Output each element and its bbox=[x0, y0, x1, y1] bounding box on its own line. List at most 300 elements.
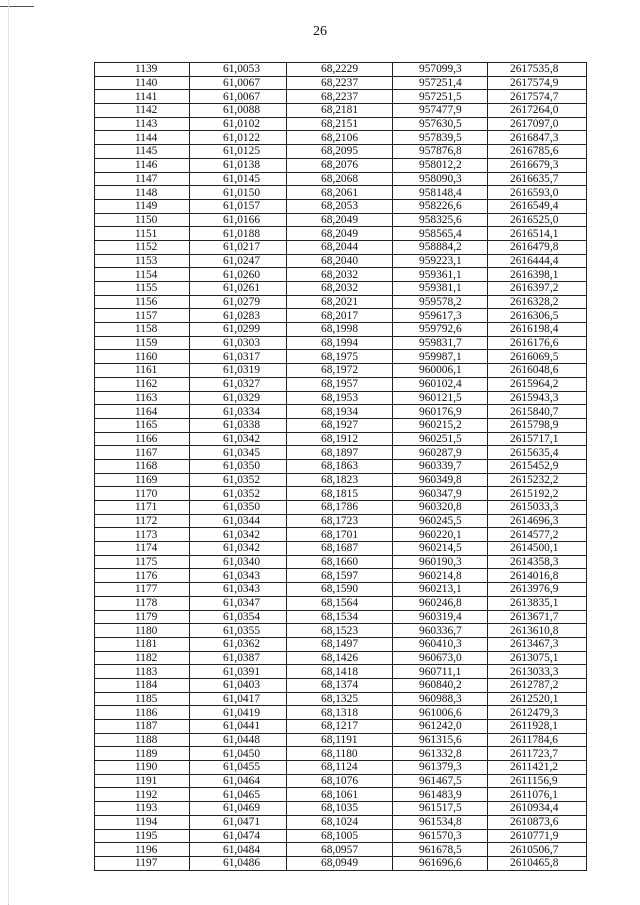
y-coordinate-cell: 2613976,9 bbox=[488, 583, 587, 597]
y-coordinate-cell: 2613075,1 bbox=[488, 651, 587, 665]
longitude-cell: 68,1191 bbox=[287, 733, 393, 747]
x-coordinate-cell: 960251,5 bbox=[393, 432, 488, 446]
x-coordinate-cell: 961570,3 bbox=[393, 829, 488, 843]
longitude-cell: 68,1418 bbox=[287, 665, 393, 679]
longitude-cell: 68,1124 bbox=[287, 761, 393, 775]
x-coordinate-cell: 960190,3 bbox=[393, 555, 488, 569]
point-number-cell: 1159 bbox=[95, 336, 190, 350]
y-coordinate-cell: 2610506,7 bbox=[488, 843, 587, 857]
y-coordinate-cell: 2612787,2 bbox=[488, 678, 587, 692]
longitude-cell: 68,1912 bbox=[287, 432, 393, 446]
point-number-cell: 1153 bbox=[95, 254, 190, 268]
y-coordinate-cell: 2615033,3 bbox=[488, 501, 587, 515]
coordinates-table-body bbox=[95, 63, 587, 871]
latitude-cell: 61,0334 bbox=[190, 405, 287, 419]
longitude-cell: 68,1318 bbox=[287, 706, 393, 720]
latitude-cell: 61,0350 bbox=[190, 501, 287, 515]
y-coordinate-cell: 2614358,3 bbox=[488, 555, 587, 569]
table-row bbox=[95, 692, 587, 706]
longitude-cell: 68,1701 bbox=[287, 528, 393, 542]
x-coordinate-cell: 961467,5 bbox=[393, 774, 488, 788]
latitude-cell: 61,0122 bbox=[190, 131, 287, 145]
coordinates-table bbox=[94, 62, 587, 871]
latitude-cell: 61,0391 bbox=[190, 665, 287, 679]
y-coordinate-cell: 2616785,6 bbox=[488, 145, 587, 159]
x-coordinate-cell: 961678,5 bbox=[393, 843, 488, 857]
point-number-cell: 1176 bbox=[95, 569, 190, 583]
x-coordinate-cell: 960121,5 bbox=[393, 391, 488, 405]
latitude-cell: 61,0464 bbox=[190, 774, 287, 788]
longitude-cell: 68,2095 bbox=[287, 145, 393, 159]
latitude-cell: 61,0319 bbox=[190, 364, 287, 378]
point-number-cell: 1155 bbox=[95, 282, 190, 296]
y-coordinate-cell: 2616397,2 bbox=[488, 282, 587, 296]
longitude-cell: 68,0957 bbox=[287, 843, 393, 857]
latitude-cell: 61,0484 bbox=[190, 843, 287, 857]
table-row bbox=[95, 583, 587, 597]
table-row bbox=[95, 514, 587, 528]
x-coordinate-cell: 960673,0 bbox=[393, 651, 488, 665]
longitude-cell: 68,1035 bbox=[287, 802, 393, 816]
point-number-cell: 1147 bbox=[95, 172, 190, 186]
y-coordinate-cell: 2613467,3 bbox=[488, 637, 587, 651]
table-row bbox=[95, 720, 587, 734]
longitude-cell: 68,1325 bbox=[287, 692, 393, 706]
x-coordinate-cell: 961332,8 bbox=[393, 747, 488, 761]
y-coordinate-cell: 2616069,5 bbox=[488, 350, 587, 364]
table-row bbox=[95, 528, 587, 542]
point-number-cell: 1194 bbox=[95, 815, 190, 829]
table-row bbox=[95, 323, 587, 337]
point-number-cell: 1140 bbox=[95, 76, 190, 90]
table-row bbox=[95, 459, 587, 473]
x-coordinate-cell: 960220,1 bbox=[393, 528, 488, 542]
longitude-cell: 68,2032 bbox=[287, 282, 393, 296]
point-number-cell: 1195 bbox=[95, 829, 190, 843]
latitude-cell: 61,0247 bbox=[190, 254, 287, 268]
table-row bbox=[95, 473, 587, 487]
latitude-cell: 61,0217 bbox=[190, 240, 287, 254]
y-coordinate-cell: 2616679,3 bbox=[488, 158, 587, 172]
table-row bbox=[95, 761, 587, 775]
y-coordinate-cell: 2613671,7 bbox=[488, 610, 587, 624]
x-coordinate-cell: 958226,6 bbox=[393, 199, 488, 213]
table-row bbox=[95, 542, 587, 556]
x-coordinate-cell: 957839,5 bbox=[393, 131, 488, 145]
point-number-cell: 1145 bbox=[95, 145, 190, 159]
y-coordinate-cell: 2613610,8 bbox=[488, 624, 587, 638]
point-number-cell: 1160 bbox=[95, 350, 190, 364]
y-coordinate-cell: 2616479,8 bbox=[488, 240, 587, 254]
y-coordinate-cell: 2617097,0 bbox=[488, 117, 587, 131]
longitude-cell: 68,1927 bbox=[287, 418, 393, 432]
latitude-cell: 61,0283 bbox=[190, 309, 287, 323]
x-coordinate-cell: 957630,5 bbox=[393, 117, 488, 131]
table-row bbox=[95, 446, 587, 460]
x-coordinate-cell: 960319,4 bbox=[393, 610, 488, 624]
latitude-cell: 61,0387 bbox=[190, 651, 287, 665]
y-coordinate-cell: 2616444,4 bbox=[488, 254, 587, 268]
x-coordinate-cell: 960176,9 bbox=[393, 405, 488, 419]
point-number-cell: 1182 bbox=[95, 651, 190, 665]
y-coordinate-cell: 2615964,2 bbox=[488, 377, 587, 391]
table-row bbox=[95, 788, 587, 802]
table-row bbox=[95, 610, 587, 624]
y-coordinate-cell: 2616398,1 bbox=[488, 268, 587, 282]
table-row bbox=[95, 186, 587, 200]
table-row bbox=[95, 391, 587, 405]
y-coordinate-cell: 2617264,0 bbox=[488, 104, 587, 118]
longitude-cell: 68,1972 bbox=[287, 364, 393, 378]
latitude-cell: 61,0347 bbox=[190, 596, 287, 610]
table-row bbox=[95, 624, 587, 638]
y-coordinate-cell: 2616593,0 bbox=[488, 186, 587, 200]
y-coordinate-cell: 2612520,1 bbox=[488, 692, 587, 706]
point-number-cell: 1141 bbox=[95, 90, 190, 104]
point-number-cell: 1165 bbox=[95, 418, 190, 432]
point-number-cell: 1172 bbox=[95, 514, 190, 528]
longitude-cell: 68,1590 bbox=[287, 583, 393, 597]
point-number-cell: 1162 bbox=[95, 377, 190, 391]
x-coordinate-cell: 957251,5 bbox=[393, 90, 488, 104]
longitude-cell: 68,2076 bbox=[287, 158, 393, 172]
point-number-cell: 1158 bbox=[95, 323, 190, 337]
longitude-cell: 68,2068 bbox=[287, 172, 393, 186]
latitude-cell: 61,0138 bbox=[190, 158, 287, 172]
x-coordinate-cell: 960213,1 bbox=[393, 583, 488, 597]
point-number-cell: 1143 bbox=[95, 117, 190, 131]
y-coordinate-cell: 2617535,8 bbox=[488, 63, 587, 77]
latitude-cell: 61,0344 bbox=[190, 514, 287, 528]
table-row bbox=[95, 90, 587, 104]
latitude-cell: 61,0166 bbox=[190, 213, 287, 227]
x-coordinate-cell: 960215,2 bbox=[393, 418, 488, 432]
y-coordinate-cell: 2614500,1 bbox=[488, 542, 587, 556]
table-row bbox=[95, 651, 587, 665]
x-coordinate-cell: 960988,3 bbox=[393, 692, 488, 706]
table-row bbox=[95, 829, 587, 843]
longitude-cell: 68,1998 bbox=[287, 323, 393, 337]
longitude-cell: 68,2181 bbox=[287, 104, 393, 118]
table-row bbox=[95, 213, 587, 227]
table-row bbox=[95, 815, 587, 829]
latitude-cell: 61,0354 bbox=[190, 610, 287, 624]
x-coordinate-cell: 960287,9 bbox=[393, 446, 488, 460]
latitude-cell: 61,0279 bbox=[190, 295, 287, 309]
point-number-cell: 1144 bbox=[95, 131, 190, 145]
longitude-cell: 68,1076 bbox=[287, 774, 393, 788]
x-coordinate-cell: 961534,8 bbox=[393, 815, 488, 829]
table-row bbox=[95, 350, 587, 364]
y-coordinate-cell: 2613835,1 bbox=[488, 596, 587, 610]
point-number-cell: 1189 bbox=[95, 747, 190, 761]
point-number-cell: 1186 bbox=[95, 706, 190, 720]
point-number-cell: 1152 bbox=[95, 240, 190, 254]
longitude-cell: 68,1005 bbox=[287, 829, 393, 843]
page-number: 26 bbox=[313, 24, 327, 39]
table-row bbox=[95, 117, 587, 131]
table-row bbox=[95, 377, 587, 391]
y-coordinate-cell: 2611784,6 bbox=[488, 733, 587, 747]
table-row bbox=[95, 172, 587, 186]
longitude-cell: 68,2151 bbox=[287, 117, 393, 131]
table-row bbox=[95, 104, 587, 118]
y-coordinate-cell: 2616525,0 bbox=[488, 213, 587, 227]
latitude-cell: 61,0261 bbox=[190, 282, 287, 296]
longitude-cell: 68,1217 bbox=[287, 720, 393, 734]
x-coordinate-cell: 960339,7 bbox=[393, 459, 488, 473]
table-row bbox=[95, 747, 587, 761]
x-coordinate-cell: 959578,2 bbox=[393, 295, 488, 309]
table-row bbox=[95, 309, 587, 323]
x-coordinate-cell: 957876,8 bbox=[393, 145, 488, 159]
x-coordinate-cell: 959987,1 bbox=[393, 350, 488, 364]
y-coordinate-cell: 2615635,4 bbox=[488, 446, 587, 460]
x-coordinate-cell: 957477,9 bbox=[393, 104, 488, 118]
point-number-cell: 1192 bbox=[95, 788, 190, 802]
latitude-cell: 61,0474 bbox=[190, 829, 287, 843]
y-coordinate-cell: 2611928,1 bbox=[488, 720, 587, 734]
x-coordinate-cell: 961379,3 bbox=[393, 761, 488, 775]
table-row bbox=[95, 432, 587, 446]
latitude-cell: 61,0417 bbox=[190, 692, 287, 706]
point-number-cell: 1175 bbox=[95, 555, 190, 569]
latitude-cell: 61,0469 bbox=[190, 802, 287, 816]
point-number-cell: 1191 bbox=[95, 774, 190, 788]
point-number-cell: 1169 bbox=[95, 473, 190, 487]
latitude-cell: 61,0338 bbox=[190, 418, 287, 432]
table-row bbox=[95, 131, 587, 145]
table-row bbox=[95, 637, 587, 651]
table-row bbox=[95, 240, 587, 254]
longitude-cell: 68,1957 bbox=[287, 377, 393, 391]
x-coordinate-cell: 959361,1 bbox=[393, 268, 488, 282]
x-coordinate-cell: 960349,8 bbox=[393, 473, 488, 487]
longitude-cell: 68,1180 bbox=[287, 747, 393, 761]
latitude-cell: 61,0188 bbox=[190, 227, 287, 241]
y-coordinate-cell: 2615192,2 bbox=[488, 487, 587, 501]
point-number-cell: 1185 bbox=[95, 692, 190, 706]
x-coordinate-cell: 958325,6 bbox=[393, 213, 488, 227]
y-coordinate-cell: 2611076,1 bbox=[488, 788, 587, 802]
longitude-cell: 68,2237 bbox=[287, 90, 393, 104]
longitude-cell: 68,2061 bbox=[287, 186, 393, 200]
y-coordinate-cell: 2610873,6 bbox=[488, 815, 587, 829]
point-number-cell: 1197 bbox=[95, 856, 190, 870]
longitude-cell: 68,1024 bbox=[287, 815, 393, 829]
table-row bbox=[95, 254, 587, 268]
point-number-cell: 1184 bbox=[95, 678, 190, 692]
point-number-cell: 1139 bbox=[95, 63, 190, 77]
point-number-cell: 1177 bbox=[95, 583, 190, 597]
point-number-cell: 1167 bbox=[95, 446, 190, 460]
x-coordinate-cell: 959381,1 bbox=[393, 282, 488, 296]
y-coordinate-cell: 2611421,2 bbox=[488, 761, 587, 775]
longitude-cell: 68,1426 bbox=[287, 651, 393, 665]
point-number-cell: 1173 bbox=[95, 528, 190, 542]
latitude-cell: 61,0067 bbox=[190, 76, 287, 90]
y-coordinate-cell: 2616328,2 bbox=[488, 295, 587, 309]
x-coordinate-cell: 961483,9 bbox=[393, 788, 488, 802]
x-coordinate-cell: 958012,2 bbox=[393, 158, 488, 172]
latitude-cell: 61,0450 bbox=[190, 747, 287, 761]
latitude-cell: 61,0355 bbox=[190, 624, 287, 638]
x-coordinate-cell: 960214,8 bbox=[393, 569, 488, 583]
point-number-cell: 1171 bbox=[95, 501, 190, 515]
point-number-cell: 1163 bbox=[95, 391, 190, 405]
latitude-cell: 61,0441 bbox=[190, 720, 287, 734]
latitude-cell: 61,0465 bbox=[190, 788, 287, 802]
point-number-cell: 1154 bbox=[95, 268, 190, 282]
y-coordinate-cell: 2615798,9 bbox=[488, 418, 587, 432]
x-coordinate-cell: 957099,3 bbox=[393, 63, 488, 77]
x-coordinate-cell: 958090,3 bbox=[393, 172, 488, 186]
point-number-cell: 1193 bbox=[95, 802, 190, 816]
table-row bbox=[95, 158, 587, 172]
point-number-cell: 1157 bbox=[95, 309, 190, 323]
y-coordinate-cell: 2610771,9 bbox=[488, 829, 587, 843]
x-coordinate-cell: 961242,0 bbox=[393, 720, 488, 734]
point-number-cell: 1166 bbox=[95, 432, 190, 446]
x-coordinate-cell: 957251,4 bbox=[393, 76, 488, 90]
table-row bbox=[95, 555, 587, 569]
longitude-cell: 68,1523 bbox=[287, 624, 393, 638]
x-coordinate-cell: 960410,3 bbox=[393, 637, 488, 651]
table-row bbox=[95, 665, 587, 679]
y-coordinate-cell: 2616198,4 bbox=[488, 323, 587, 337]
table-row bbox=[95, 405, 587, 419]
longitude-cell: 68,0949 bbox=[287, 856, 393, 870]
longitude-cell: 68,2040 bbox=[287, 254, 393, 268]
y-coordinate-cell: 2616847,3 bbox=[488, 131, 587, 145]
x-coordinate-cell: 960245,5 bbox=[393, 514, 488, 528]
latitude-cell: 61,0102 bbox=[190, 117, 287, 131]
longitude-cell: 68,2044 bbox=[287, 240, 393, 254]
y-coordinate-cell: 2611723,7 bbox=[488, 747, 587, 761]
latitude-cell: 61,0345 bbox=[190, 446, 287, 460]
point-number-cell: 1188 bbox=[95, 733, 190, 747]
x-coordinate-cell: 958565,4 bbox=[393, 227, 488, 241]
latitude-cell: 61,0125 bbox=[190, 145, 287, 159]
y-coordinate-cell: 2615840,7 bbox=[488, 405, 587, 419]
latitude-cell: 61,0455 bbox=[190, 761, 287, 775]
x-coordinate-cell: 960840,2 bbox=[393, 678, 488, 692]
latitude-cell: 61,0157 bbox=[190, 199, 287, 213]
y-coordinate-cell: 2615232,2 bbox=[488, 473, 587, 487]
table-row bbox=[95, 145, 587, 159]
longitude-cell: 68,1975 bbox=[287, 350, 393, 364]
longitude-cell: 68,1786 bbox=[287, 501, 393, 515]
longitude-cell: 68,2106 bbox=[287, 131, 393, 145]
latitude-cell: 61,0329 bbox=[190, 391, 287, 405]
latitude-cell: 61,0303 bbox=[190, 336, 287, 350]
point-number-cell: 1168 bbox=[95, 459, 190, 473]
table-row bbox=[95, 227, 587, 241]
latitude-cell: 61,0352 bbox=[190, 473, 287, 487]
latitude-cell: 61,0327 bbox=[190, 377, 287, 391]
latitude-cell: 61,0350 bbox=[190, 459, 287, 473]
longitude-cell: 68,1994 bbox=[287, 336, 393, 350]
longitude-cell: 68,1815 bbox=[287, 487, 393, 501]
y-coordinate-cell: 2613033,3 bbox=[488, 665, 587, 679]
latitude-cell: 61,0260 bbox=[190, 268, 287, 282]
y-coordinate-cell: 2616176,6 bbox=[488, 336, 587, 350]
table-row bbox=[95, 596, 587, 610]
longitude-cell: 68,1597 bbox=[287, 569, 393, 583]
y-coordinate-cell: 2616048,6 bbox=[488, 364, 587, 378]
latitude-cell: 61,0067 bbox=[190, 90, 287, 104]
latitude-cell: 61,0448 bbox=[190, 733, 287, 747]
longitude-cell: 68,2032 bbox=[287, 268, 393, 282]
longitude-cell: 68,1934 bbox=[287, 405, 393, 419]
latitude-cell: 61,0342 bbox=[190, 542, 287, 556]
x-coordinate-cell: 961315,6 bbox=[393, 733, 488, 747]
longitude-cell: 68,1564 bbox=[287, 596, 393, 610]
table-row bbox=[95, 268, 587, 282]
latitude-cell: 61,0342 bbox=[190, 432, 287, 446]
latitude-cell: 61,0486 bbox=[190, 856, 287, 870]
y-coordinate-cell: 2614696,3 bbox=[488, 514, 587, 528]
x-coordinate-cell: 959617,3 bbox=[393, 309, 488, 323]
y-coordinate-cell: 2611156,9 bbox=[488, 774, 587, 788]
x-coordinate-cell: 960006,1 bbox=[393, 364, 488, 378]
latitude-cell: 61,0403 bbox=[190, 678, 287, 692]
x-coordinate-cell: 960320,8 bbox=[393, 501, 488, 515]
longitude-cell: 68,2053 bbox=[287, 199, 393, 213]
table-row bbox=[95, 774, 587, 788]
longitude-cell: 68,2049 bbox=[287, 213, 393, 227]
table-row bbox=[95, 501, 587, 515]
table-row bbox=[95, 282, 587, 296]
longitude-cell: 68,1897 bbox=[287, 446, 393, 460]
latitude-cell: 61,0342 bbox=[190, 528, 287, 542]
x-coordinate-cell: 960336,7 bbox=[393, 624, 488, 638]
y-coordinate-cell: 2615452,9 bbox=[488, 459, 587, 473]
y-coordinate-cell: 2615943,3 bbox=[488, 391, 587, 405]
table-row bbox=[95, 569, 587, 583]
x-coordinate-cell: 959223,1 bbox=[393, 254, 488, 268]
longitude-cell: 68,2049 bbox=[287, 227, 393, 241]
y-coordinate-cell: 2617574,7 bbox=[488, 90, 587, 104]
y-coordinate-cell: 2616635,7 bbox=[488, 172, 587, 186]
point-number-cell: 1183 bbox=[95, 665, 190, 679]
latitude-cell: 61,0088 bbox=[190, 104, 287, 118]
longitude-cell: 68,2237 bbox=[287, 76, 393, 90]
longitude-cell: 68,2021 bbox=[287, 295, 393, 309]
point-number-cell: 1187 bbox=[95, 720, 190, 734]
latitude-cell: 61,0352 bbox=[190, 487, 287, 501]
longitude-cell: 68,1863 bbox=[287, 459, 393, 473]
table-row bbox=[95, 843, 587, 857]
point-number-cell: 1149 bbox=[95, 199, 190, 213]
point-number-cell: 1146 bbox=[95, 158, 190, 172]
longitude-cell: 68,1953 bbox=[287, 391, 393, 405]
point-number-cell: 1179 bbox=[95, 610, 190, 624]
latitude-cell: 61,0343 bbox=[190, 569, 287, 583]
longitude-cell: 68,1534 bbox=[287, 610, 393, 624]
point-number-cell: 1178 bbox=[95, 596, 190, 610]
x-coordinate-cell: 959831,7 bbox=[393, 336, 488, 350]
y-coordinate-cell: 2612479,3 bbox=[488, 706, 587, 720]
table-row bbox=[95, 76, 587, 90]
longitude-cell: 68,1723 bbox=[287, 514, 393, 528]
x-coordinate-cell: 960102,4 bbox=[393, 377, 488, 391]
table-row bbox=[95, 856, 587, 870]
latitude-cell: 61,0340 bbox=[190, 555, 287, 569]
point-number-cell: 1180 bbox=[95, 624, 190, 638]
latitude-cell: 61,0343 bbox=[190, 583, 287, 597]
y-coordinate-cell: 2616549,4 bbox=[488, 199, 587, 213]
